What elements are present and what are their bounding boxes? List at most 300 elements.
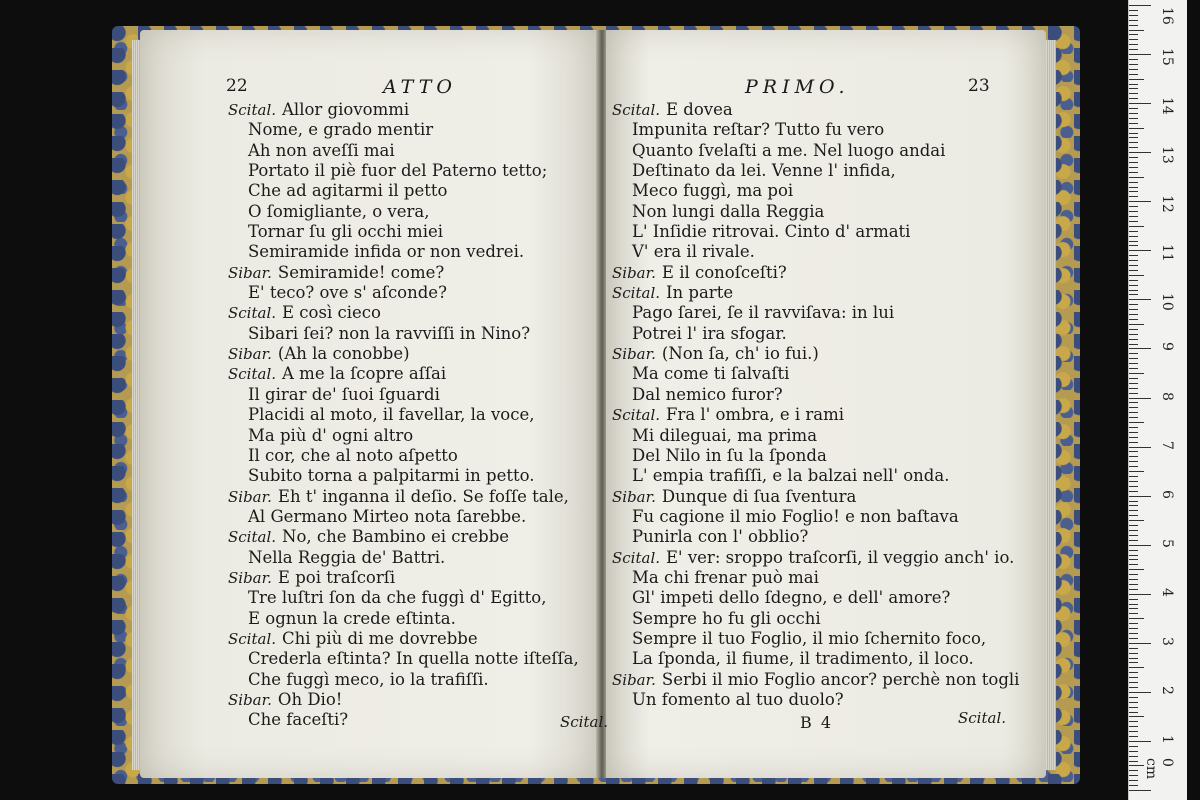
text-line xyxy=(612,364,1019,384)
line-text: E' ver: sroppo traſcorſi, il veggio anch' io. xyxy=(666,547,1015,567)
ruler-tick xyxy=(1129,373,1144,374)
signature-mark: B 4 xyxy=(800,713,834,732)
line-text: Che ad agitarmi il petto xyxy=(248,181,448,201)
line-text: Sempre il tuo Foglio, il mio ſchernito foco, xyxy=(632,628,987,648)
line-text: V' era il rivale. xyxy=(632,242,755,262)
line-text: Gl' impeti dello ſdegno, e dell' amore? xyxy=(632,588,951,608)
ruler-tick xyxy=(1129,525,1138,526)
ruler-tick xyxy=(1129,770,1138,771)
text-line xyxy=(228,466,579,486)
text-line xyxy=(228,161,579,181)
speaker-name: Sibar. xyxy=(228,263,272,282)
ruler-tick xyxy=(1129,329,1138,330)
ruler-tick xyxy=(1129,299,1151,300)
right-page-number: 23 xyxy=(968,76,990,96)
line-text: (Non ſa, ch' io fui.) xyxy=(661,344,819,364)
ruler-tick xyxy=(1129,559,1138,560)
ruler-tick xyxy=(1129,319,1138,320)
speaker-name: Scital. xyxy=(228,528,277,547)
speaker-name: Sibar. xyxy=(228,568,272,587)
line-text: E così cieco xyxy=(282,303,381,323)
line-text: Quanto ſvelaſti a me. Nel luogo andai xyxy=(632,140,946,160)
line-text: Nella Reggia de' Battri. xyxy=(248,547,446,567)
ruler-tick xyxy=(1129,756,1138,757)
line-text: Semiramide infida or non vedrei. xyxy=(248,242,525,262)
text-line xyxy=(612,344,1019,364)
ruler-label: 14 xyxy=(1159,97,1175,115)
text-line xyxy=(612,385,1019,405)
text-line xyxy=(228,487,579,507)
text-line xyxy=(228,303,579,323)
ruler-tick xyxy=(1129,716,1144,717)
line-text: Nome, e grado mentir xyxy=(248,120,434,140)
text-line xyxy=(612,202,1019,222)
ruler-tick xyxy=(1129,451,1138,452)
line-text: Ma come ti ſalvaſti xyxy=(632,364,790,384)
line-text: E il conoſceſti? xyxy=(661,262,787,282)
ruler-tick xyxy=(1129,721,1138,722)
ruler-tick xyxy=(1129,260,1138,261)
ruler-tick xyxy=(1129,59,1138,60)
ruler-tick xyxy=(1129,241,1138,242)
line-text: L' empia trafiſſi, e la balzai nell' onda. xyxy=(632,466,950,486)
line-text: In parte xyxy=(666,283,734,303)
text-line xyxy=(228,507,579,527)
speaker-name: Sibar. xyxy=(228,487,272,506)
ruler-tick xyxy=(1129,88,1138,89)
ruler-tick xyxy=(1129,555,1138,556)
ruler-tick xyxy=(1129,182,1138,183)
ruler-tick xyxy=(1129,505,1138,506)
line-text: Oh Dio! xyxy=(277,689,343,709)
ruler-tick xyxy=(1129,353,1138,354)
text-line xyxy=(612,690,1019,710)
text-line xyxy=(228,426,579,446)
line-text: Portato il piè fuor del Paterno tetto; xyxy=(248,161,548,181)
line-text: (Ah la conobbe) xyxy=(277,344,410,364)
text-line xyxy=(612,609,1019,629)
ruler-tick xyxy=(1129,324,1144,325)
line-text: A me la ſcopre aſſai xyxy=(282,364,447,384)
ruler-tick xyxy=(1129,5,1151,6)
ruler-tick xyxy=(1129,344,1138,345)
ruler-tick xyxy=(1129,393,1138,394)
ruler-tick xyxy=(1129,672,1138,673)
ruler-tick xyxy=(1129,422,1144,423)
line-text: Sibari ſei? non la ravviſſi in Nino? xyxy=(248,323,531,343)
text-line xyxy=(228,629,579,649)
line-text: Eh t' inganna il deſio. Se foſſe tale, xyxy=(277,486,569,506)
ruler-label: 12 xyxy=(1159,195,1175,214)
ruler-label: 5 xyxy=(1159,538,1175,548)
ruler-tick xyxy=(1129,358,1138,359)
ruler-tick xyxy=(1129,123,1138,124)
ruler-tick xyxy=(1129,54,1151,55)
ruler-tick xyxy=(1129,574,1138,575)
ruler-tick xyxy=(1129,255,1138,256)
ruler-tick xyxy=(1129,442,1138,443)
ruler-tick xyxy=(1129,623,1138,624)
left-catchword: Scital. xyxy=(560,713,609,731)
text-line xyxy=(612,324,1019,344)
ruler-tick xyxy=(1129,501,1138,502)
text-line xyxy=(228,120,579,140)
ruler-tick xyxy=(1129,20,1138,21)
text-line xyxy=(612,161,1019,181)
right-running-head: PRIMO. xyxy=(745,76,850,98)
ruler-tick xyxy=(1129,515,1138,516)
ruler-label: 16 xyxy=(1159,7,1175,25)
ruler-tick xyxy=(1129,206,1138,207)
ruler-tick xyxy=(1129,147,1138,148)
ruler-label: 8 xyxy=(1159,391,1175,401)
line-text: Potrei l' ira sfogar. xyxy=(632,323,787,343)
ruler-tick xyxy=(1129,177,1144,178)
ruler-tick xyxy=(1129,476,1138,477)
ruler-tick xyxy=(1129,682,1138,683)
line-text: Deſtinato da lei. Venne l' infida, xyxy=(632,161,896,181)
ruler-tick xyxy=(1129,579,1138,580)
text-line xyxy=(228,324,579,344)
ruler-tick xyxy=(1129,790,1151,791)
text-line xyxy=(612,181,1019,201)
ruler-tick xyxy=(1129,535,1138,536)
ruler-tick xyxy=(1129,285,1138,286)
text-line xyxy=(612,588,1019,608)
ruler-tick xyxy=(1129,187,1138,188)
right-page-text xyxy=(612,100,1019,710)
text-line xyxy=(612,629,1019,649)
ruler-tick xyxy=(1129,667,1144,668)
speaker-name: Scital. xyxy=(228,304,277,323)
text-line xyxy=(612,568,1019,588)
text-line xyxy=(612,120,1019,140)
ruler-tick xyxy=(1129,39,1138,40)
ruler-label: 7 xyxy=(1159,440,1175,450)
ruler-tick xyxy=(1129,461,1138,462)
line-text: Fra l' ombra, e i rami xyxy=(666,405,845,425)
line-text: Che fuggì meco, io la trafiſſi. xyxy=(248,669,489,689)
ruler-tick xyxy=(1129,658,1138,659)
ruler-tick xyxy=(1129,191,1138,192)
speaker-name: Scital. xyxy=(612,284,661,303)
ruler-tick xyxy=(1129,142,1138,143)
text-line xyxy=(228,283,579,303)
text-line xyxy=(228,364,579,384)
line-text: Tre luſtri ſon da che fuggì d' Egitto, xyxy=(248,588,547,608)
ruler-label: 10 xyxy=(1159,293,1175,312)
ruler-tick xyxy=(1129,314,1138,315)
ruler-tick xyxy=(1129,368,1138,369)
line-text: Il girar de' ſuoi ſguardi xyxy=(248,384,440,404)
line-text: E dovea xyxy=(666,100,733,119)
ruler-tick xyxy=(1129,34,1138,35)
ruler-tick xyxy=(1129,662,1138,663)
ruler-tick xyxy=(1129,613,1138,614)
ruler-label: 6 xyxy=(1159,489,1175,499)
line-text: Serbi il mio Foglio ancor? perchè non togli xyxy=(661,669,1020,689)
text-line xyxy=(612,670,1019,690)
line-text: Tornar ſu gli occhi miei xyxy=(248,222,444,242)
ruler-tick xyxy=(1129,79,1144,80)
text-line xyxy=(228,100,579,120)
line-text: Meco fuggì, ma poi xyxy=(632,181,794,201)
line-text: Non lungi dalla Reggia xyxy=(632,201,825,221)
line-text: Dunque di ſua ſventura xyxy=(661,486,857,506)
ruler-tick xyxy=(1129,726,1138,727)
ruler-tick xyxy=(1129,162,1138,163)
ruler-tick xyxy=(1129,74,1138,75)
left-running-head: ATTO xyxy=(383,76,457,98)
left-page-number: 22 xyxy=(226,76,248,96)
ruler-tick xyxy=(1129,265,1138,266)
speaker-name: Sibar. xyxy=(228,690,272,709)
ruler-tick xyxy=(1129,49,1138,50)
ruler-tick xyxy=(1129,304,1138,305)
line-text: Crederla eſtinta? In quella notte iſteſſa, xyxy=(248,649,579,669)
speaker-name: Sibar. xyxy=(612,345,656,364)
ruler-tick xyxy=(1129,608,1138,609)
text-line xyxy=(228,242,579,262)
ruler-tick xyxy=(1129,785,1138,786)
ruler-label: 0 cm xyxy=(1143,758,1175,780)
ruler-tick xyxy=(1129,437,1138,438)
ruler-tick xyxy=(1129,196,1138,197)
ruler-tick xyxy=(1129,417,1138,418)
ruler-tick xyxy=(1129,564,1138,565)
ruler-tick xyxy=(1129,157,1138,158)
line-text: La ſponda, il fiume, il tradimento, il loco. xyxy=(632,649,974,669)
ruler-label: 9 xyxy=(1159,342,1175,352)
ruler-tick xyxy=(1129,594,1151,595)
ruler-tick xyxy=(1129,334,1138,335)
text-line xyxy=(612,100,1019,120)
ruler-label: 1 xyxy=(1159,734,1175,744)
speaker-name: Sibar. xyxy=(612,263,656,282)
text-line xyxy=(612,527,1019,547)
ruler-tick xyxy=(1129,481,1138,482)
ruler-tick xyxy=(1129,496,1151,497)
ruler-tick xyxy=(1129,108,1138,109)
ruler-tick xyxy=(1129,545,1151,546)
line-text: Ah non aveſſi mai xyxy=(248,140,395,160)
ruler-tick xyxy=(1129,702,1138,703)
ruler-tick xyxy=(1129,383,1138,384)
ruler-tick xyxy=(1129,93,1138,94)
ruler-tick xyxy=(1129,211,1138,212)
ruler-tick xyxy=(1129,780,1138,781)
ruler-tick xyxy=(1129,84,1138,85)
ruler-tick xyxy=(1129,388,1138,389)
speaker-name: Scital. xyxy=(612,101,661,119)
text-line xyxy=(228,141,579,161)
ruler-tick xyxy=(1129,103,1151,104)
line-text: Il cor, che al noto aſpetto xyxy=(248,445,458,465)
text-line xyxy=(228,202,579,222)
text-line xyxy=(612,283,1019,303)
ruler-tick xyxy=(1129,398,1151,399)
ruler-tick xyxy=(1129,363,1138,364)
measurement-ruler xyxy=(1128,0,1187,800)
text-line xyxy=(228,568,579,588)
speaker-name: Scital. xyxy=(228,365,277,384)
ruler-tick xyxy=(1129,15,1138,16)
text-line xyxy=(612,222,1019,242)
ruler-label: 15 xyxy=(1159,48,1175,66)
line-text: No, che Bambino ei crebbe xyxy=(282,527,510,547)
line-text: Sempre ho fu gli occhi xyxy=(632,608,821,628)
ruler-tick xyxy=(1129,201,1151,202)
ruler-tick xyxy=(1129,584,1138,585)
ruler-tick xyxy=(1129,687,1138,688)
left-page-text xyxy=(228,100,579,731)
ruler-tick xyxy=(1129,25,1138,26)
ruler-tick xyxy=(1129,692,1151,693)
text-line xyxy=(228,385,579,405)
ruler-tick xyxy=(1129,589,1138,590)
ruler-tick xyxy=(1129,643,1151,644)
text-line xyxy=(228,548,579,568)
ruler-tick xyxy=(1129,245,1138,246)
ruler-tick xyxy=(1129,152,1151,153)
ruler-tick xyxy=(1129,172,1138,173)
ruler-tick xyxy=(1129,751,1138,752)
text-line xyxy=(228,446,579,466)
ruler-label: 3 xyxy=(1159,636,1175,646)
ruler-tick xyxy=(1129,520,1144,521)
line-text: Che faceſti? xyxy=(248,710,349,730)
speaker-name: Sibar. xyxy=(228,345,272,364)
text-line xyxy=(612,303,1019,323)
ruler-tick xyxy=(1129,761,1138,762)
line-text: Placidi al moto, il favellar, la voce, xyxy=(248,405,535,425)
ruler-tick xyxy=(1129,569,1144,570)
ruler-tick xyxy=(1129,447,1151,448)
ruler-tick xyxy=(1129,275,1144,276)
ruler-tick xyxy=(1129,339,1138,340)
ruler-tick xyxy=(1129,741,1151,742)
line-text: Allor giovommi xyxy=(282,100,410,119)
speaker-name: Sibar. xyxy=(612,670,656,689)
ruler-tick xyxy=(1129,491,1138,492)
line-text: E' teco? ove s' aſconde? xyxy=(248,283,447,303)
text-line xyxy=(228,690,579,710)
ruler-tick xyxy=(1129,226,1144,227)
line-text: E poi traſcorſi xyxy=(277,567,396,587)
ruler-tick xyxy=(1129,128,1144,129)
ruler-tick xyxy=(1129,677,1138,678)
ruler-tick xyxy=(1129,44,1138,45)
ruler-tick xyxy=(1129,10,1138,11)
text-line xyxy=(612,405,1019,425)
ruler-tick xyxy=(1129,427,1138,428)
ruler-tick xyxy=(1129,530,1138,531)
text-line xyxy=(228,527,579,547)
ruler-tick xyxy=(1129,510,1138,511)
ruler-tick xyxy=(1129,638,1138,639)
ruler-tick xyxy=(1129,167,1138,168)
line-text: Fu cagione il mio Foglio! e non baſtava xyxy=(632,506,959,526)
ruler-tick xyxy=(1129,407,1138,408)
text-line xyxy=(612,466,1019,486)
ruler-tick xyxy=(1129,456,1138,457)
text-line xyxy=(612,507,1019,527)
ruler-tick xyxy=(1129,736,1138,737)
ruler-tick xyxy=(1129,250,1151,251)
speaker-name: Scital. xyxy=(612,548,661,567)
ruler-tick xyxy=(1129,746,1138,747)
ruler-tick xyxy=(1129,113,1138,114)
ruler-tick xyxy=(1129,118,1138,119)
text-line xyxy=(228,649,579,669)
ruler-tick xyxy=(1129,412,1138,413)
ruler-tick xyxy=(1129,231,1138,232)
speaker-name: Scital. xyxy=(612,406,661,425)
line-text: Dal nemico furor? xyxy=(632,384,783,404)
line-text: Un fomento al tuo duolo? xyxy=(632,689,844,709)
ruler-tick xyxy=(1129,648,1138,649)
ruler-tick xyxy=(1129,98,1138,99)
ruler-tick xyxy=(1129,550,1138,551)
ruler-tick xyxy=(1129,618,1144,619)
ruler-tick xyxy=(1129,216,1138,217)
ruler-label: 11 xyxy=(1159,244,1175,263)
text-line xyxy=(228,609,579,629)
ruler-tick xyxy=(1129,348,1151,349)
line-text: E ognun la crede eſtinta. xyxy=(248,608,456,628)
ruler-label: 4 xyxy=(1159,587,1175,597)
ruler-tick xyxy=(1129,137,1138,138)
ruler-tick xyxy=(1129,731,1138,732)
ruler-label: 13 xyxy=(1159,146,1175,165)
right-catchword: Scital. xyxy=(958,709,1007,727)
speaker-name: Sibar. xyxy=(612,487,656,506)
ruler-tick xyxy=(1129,290,1138,291)
text-line xyxy=(612,487,1019,507)
ruler-tick xyxy=(1129,69,1138,70)
line-text: O ſomigliante, o vera, xyxy=(248,201,430,221)
text-line xyxy=(612,649,1019,669)
speaker-name: Scital. xyxy=(228,629,277,648)
text-line xyxy=(228,670,579,690)
text-line xyxy=(228,588,579,608)
line-text: Subito torna a palpitarmi in petto. xyxy=(248,466,535,486)
text-line xyxy=(612,263,1019,283)
line-text: Pago ſarei, ſe il ravviſava: in lui xyxy=(632,303,895,323)
ruler-tick xyxy=(1129,765,1144,766)
text-line xyxy=(612,141,1019,161)
ruler-tick xyxy=(1129,540,1138,541)
ruler-tick xyxy=(1129,280,1138,281)
ruler-tick xyxy=(1129,653,1138,654)
text-line xyxy=(612,242,1019,262)
ruler-tick xyxy=(1129,599,1138,600)
ruler-tick xyxy=(1129,236,1138,237)
ruler-tick xyxy=(1129,604,1138,605)
ruler-tick xyxy=(1129,378,1138,379)
ruler-tick xyxy=(1129,270,1138,271)
text-line xyxy=(612,548,1019,568)
ruler-tick xyxy=(1129,633,1138,634)
line-text: L' Inſidie ritrovai. Cinto d' armati xyxy=(632,222,911,242)
text-line xyxy=(228,263,579,283)
line-text: Semiramide! come? xyxy=(277,262,445,282)
ruler-tick xyxy=(1129,707,1138,708)
ruler-tick xyxy=(1129,471,1144,472)
text-line xyxy=(612,446,1019,466)
ruler-tick xyxy=(1129,628,1138,629)
line-text: Impunita reſtar? Tutto fu vero xyxy=(632,120,885,140)
